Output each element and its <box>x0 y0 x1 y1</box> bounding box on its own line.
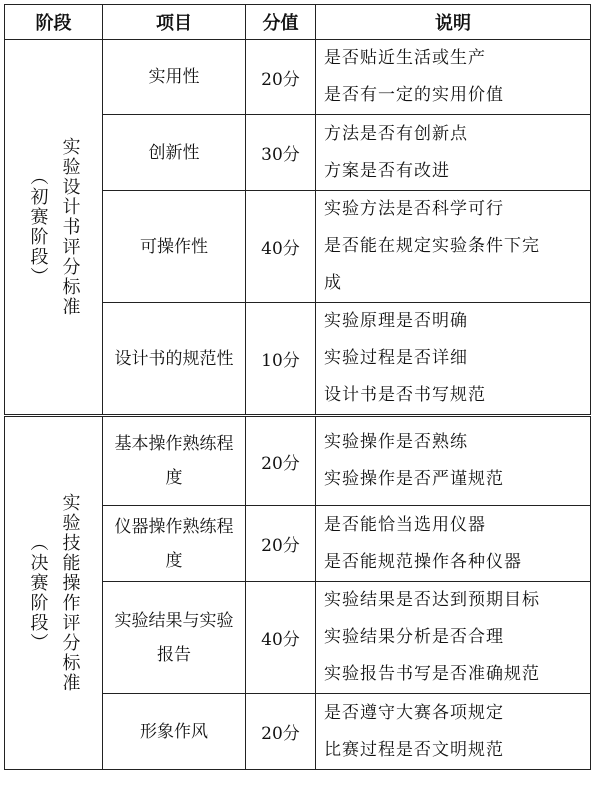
item-score: 10分 <box>246 303 316 416</box>
item-notes <box>316 115 591 191</box>
stage-subtitle: 实验技能操作评分标准 <box>59 493 81 693</box>
item-score: 40分 <box>246 582 316 694</box>
header-stage: 阶段 <box>5 5 103 40</box>
header-row <box>5 5 591 40</box>
item-score: 30分 <box>246 115 316 191</box>
note-line: 实验操作是否严谨规范 <box>324 469 504 489</box>
item-name: 实用性 <box>103 40 246 115</box>
scoring-table <box>4 4 591 770</box>
item-name: 创新性 <box>103 115 246 191</box>
item-notes <box>316 191 591 303</box>
note-line: 是否能恰当选用仪器 <box>324 514 486 535</box>
note-line: 是否能在规定实验条件下完 <box>324 236 540 256</box>
scoring-document <box>4 4 590 791</box>
note-line: 是否遵守大赛各项规定 <box>324 702 504 723</box>
note-line: 是否能规范操作各种仪器 <box>324 551 522 572</box>
item-notes <box>316 694 591 770</box>
stage-label: （初赛阶段） <box>27 167 49 287</box>
note-line: 实验结果是否达到预期目标 <box>324 590 540 610</box>
header-score: 分值 <box>246 5 316 40</box>
item-name: 仪器操作熟练程度 <box>103 506 246 582</box>
note-line: 实验结果分析是否合理 <box>324 627 504 647</box>
table-row <box>5 416 591 506</box>
item-score: 40分 <box>246 191 316 303</box>
table-row <box>5 40 591 115</box>
item-name: 设计书的规范性 <box>103 303 246 416</box>
note-line: 实验过程是否详细 <box>324 348 468 368</box>
item-name: 实验结果与实验报告 <box>103 582 246 694</box>
item-notes <box>316 303 591 416</box>
item-notes <box>316 40 591 115</box>
note-line: 方案是否有改进 <box>324 160 450 181</box>
note-line: 是否有一定的实用价值 <box>324 85 504 105</box>
note-line: 是否贴近生活或生产 <box>324 48 486 68</box>
item-notes <box>316 416 591 506</box>
note-line: 实验报告书写是否准确规范 <box>324 664 540 684</box>
item-notes <box>316 582 591 694</box>
note-line: 实验原理是否明确 <box>324 311 468 331</box>
note-line: 实验操作是否熟练 <box>324 432 468 452</box>
item-score: 20分 <box>246 506 316 582</box>
item-name: 形象作风 <box>103 694 246 770</box>
note-line: 方法是否有创新点 <box>324 123 468 144</box>
note-line: 比赛过程是否文明规范 <box>324 739 504 760</box>
item-score: 20分 <box>246 694 316 770</box>
header-item: 项目 <box>103 5 246 40</box>
note-line: 实验方法是否科学可行 <box>324 199 504 219</box>
note-line: 成 <box>324 273 342 293</box>
stage-label: （决赛阶段） <box>27 533 49 653</box>
stage-subtitle: 实验设计书评分标准 <box>59 137 81 317</box>
stage-cell-final <box>5 416 103 770</box>
item-score: 20分 <box>246 40 316 115</box>
item-notes <box>316 506 591 582</box>
header-note: 说明 <box>316 5 591 40</box>
item-name: 基本操作熟练程度 <box>103 416 246 506</box>
item-score: 20分 <box>246 416 316 506</box>
note-line: 设计书是否书写规范 <box>324 385 486 405</box>
item-name: 可操作性 <box>103 191 246 303</box>
stage-cell-preliminary <box>5 40 103 416</box>
